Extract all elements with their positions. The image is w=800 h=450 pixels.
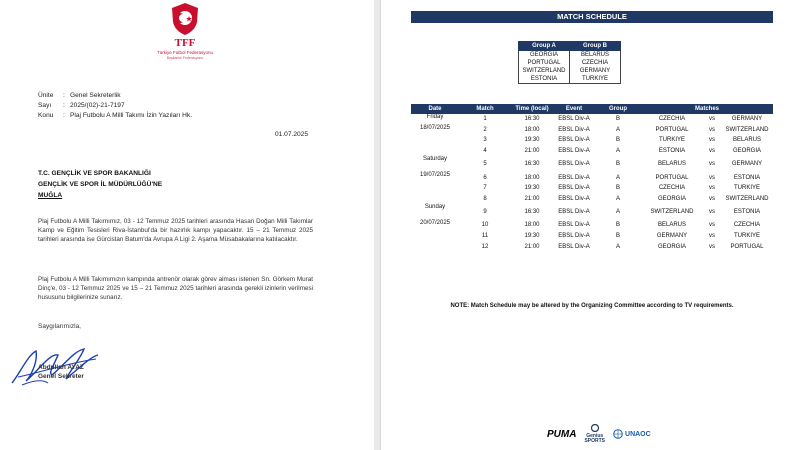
home-team: GERMANY bbox=[656, 233, 688, 240]
match-event: EBSL Div-A bbox=[558, 233, 590, 240]
group-a-team: PORTUGAL bbox=[519, 59, 570, 67]
away-team: TURKIYE bbox=[734, 233, 761, 240]
home-team: PORTUGAL bbox=[655, 126, 689, 133]
meta-row-subject: Konu : Plaj Futbolu A Milli Takımı İzin Yazıları Hk. bbox=[38, 112, 193, 119]
match-number: 2 bbox=[483, 126, 487, 133]
vs-label: vs bbox=[709, 161, 715, 168]
match-number: 1 bbox=[483, 116, 487, 123]
vs-label: vs bbox=[709, 195, 715, 202]
tff-crest-icon bbox=[170, 2, 200, 36]
signer-name: Abdullah AYAZ bbox=[38, 364, 84, 371]
match-row bbox=[411, 194, 773, 205]
match-row bbox=[411, 156, 773, 172]
home-team: SWITZERLAND bbox=[650, 209, 694, 216]
match-number: 9 bbox=[483, 209, 487, 216]
match-group: B bbox=[615, 116, 620, 123]
group-a-team: ESTONIA bbox=[519, 75, 570, 84]
group-a-team: SWITZERLAND bbox=[519, 67, 570, 75]
away-team: CZECHIA bbox=[733, 222, 761, 229]
genius-logo bbox=[584, 424, 605, 444]
letter-paragraph-2: Plaj Futbolu A Milli Takımımızın kampında antrenör olarak görev alması istenen Sn. Görkem Murat Dinç'e, 03 - 12 Temmuz 2025 ve 15 – 21 Temmuz 2025 tarihleri arasında gerekli izinlerin verilmesi hususunu bilgilerinize sunarız. bbox=[38, 276, 313, 301]
away-team: SWITZERLAND bbox=[725, 126, 769, 133]
logo-initials: TFF bbox=[174, 37, 196, 49]
match-event: EBSL Div-A bbox=[558, 222, 590, 229]
col-match: Match bbox=[459, 104, 511, 114]
match-row bbox=[411, 172, 773, 183]
match-group: A bbox=[615, 174, 620, 181]
match-row bbox=[411, 114, 773, 125]
match-schedule-table bbox=[411, 104, 773, 252]
match-time: 19:30 bbox=[524, 137, 540, 144]
letter-page bbox=[0, 0, 374, 450]
match-date: 19/07/2025 bbox=[419, 172, 451, 179]
letter-closing: Saygılarımızla, bbox=[38, 323, 81, 330]
logo-subtitle: Başkanlık Federasyonu bbox=[166, 56, 204, 60]
empty-cell bbox=[411, 241, 459, 252]
match-event: EBSL Div-A bbox=[558, 209, 590, 216]
vs-label: vs bbox=[709, 137, 715, 144]
meta-row-number: Sayı : 2025/(02)-21-7197 bbox=[38, 102, 125, 109]
group-b-team: TURKIYE bbox=[570, 75, 621, 84]
match-row bbox=[411, 183, 773, 194]
match-time: 21:00 bbox=[524, 243, 540, 250]
schedule-title: MATCH SCHEDULE bbox=[411, 11, 773, 23]
match-time: 19:30 bbox=[524, 233, 540, 240]
recipient-line1: T.C. GENÇLİK VE SPOR BAKANLIĞI bbox=[38, 170, 151, 177]
group-row bbox=[519, 51, 621, 60]
match-time: 18:00 bbox=[524, 174, 540, 181]
genius-sub-label: SPORTS bbox=[584, 438, 606, 444]
empty-cell bbox=[411, 183, 459, 194]
away-team: GEORGIA bbox=[733, 148, 762, 155]
match-event: EBSL Div-A bbox=[558, 116, 590, 123]
un-globe-icon bbox=[613, 429, 623, 439]
match-event: EBSL Div-A bbox=[558, 243, 590, 250]
match-event: EBSL Div-A bbox=[558, 195, 590, 202]
meta-key: Ünite bbox=[38, 92, 54, 99]
home-team: BELARUS bbox=[657, 222, 686, 229]
vs-label: vs bbox=[709, 209, 715, 216]
match-time: 21:00 bbox=[524, 148, 540, 155]
match-time: 19:30 bbox=[524, 185, 540, 192]
vs-label: vs bbox=[709, 116, 715, 123]
home-team: ESTONIA bbox=[658, 148, 686, 155]
match-group: B bbox=[615, 233, 620, 240]
recipient-city: MUĞLA bbox=[38, 192, 63, 199]
schedule-note: NOTE: Match Schedule may be altered by the Organizing Committee according to TV requirements. bbox=[450, 303, 734, 309]
group-b-team: GERMANY bbox=[570, 67, 621, 75]
match-time: 16:30 bbox=[524, 161, 540, 168]
vs-label: vs bbox=[709, 126, 715, 133]
match-event: EBSL Div-A bbox=[558, 137, 590, 144]
match-number: 5 bbox=[483, 161, 487, 168]
meta-row-unit: Ünite : Genel Sekreterlik bbox=[38, 92, 121, 99]
vs-label: vs bbox=[709, 243, 715, 250]
match-group: B bbox=[615, 161, 620, 168]
group-b-team: CZECHIA bbox=[570, 59, 621, 67]
group-b-header: Group B bbox=[570, 42, 621, 51]
col-matches: Matches bbox=[641, 104, 773, 114]
match-event: EBSL Div-A bbox=[558, 185, 590, 192]
vs-label: vs bbox=[709, 222, 715, 229]
match-date: 20/07/2025 bbox=[419, 220, 451, 227]
sponsor-logos bbox=[547, 424, 651, 444]
match-row bbox=[411, 204, 773, 220]
match-number: 12 bbox=[481, 243, 489, 250]
empty-cell bbox=[411, 146, 459, 157]
group-row bbox=[519, 59, 621, 67]
match-row bbox=[411, 135, 773, 146]
match-time: 16:30 bbox=[524, 209, 540, 216]
match-group: A bbox=[615, 148, 620, 155]
match-group: A bbox=[615, 126, 620, 133]
group-b-team: BELARUS bbox=[570, 51, 621, 60]
group-row bbox=[519, 67, 621, 75]
genius-icon bbox=[590, 424, 600, 432]
unaoc-label: UNAOC bbox=[625, 430, 651, 438]
unaoc-logo bbox=[613, 429, 651, 439]
col-time: Time (local) bbox=[511, 104, 553, 114]
vs-label: vs bbox=[709, 233, 715, 240]
home-team: PORTUGAL bbox=[655, 174, 689, 181]
match-day: Friday bbox=[426, 114, 444, 120]
match-group: B bbox=[615, 222, 620, 229]
meta-key: Konu bbox=[38, 112, 54, 119]
groups-table bbox=[518, 41, 621, 84]
match-time: 18:00 bbox=[524, 126, 540, 133]
match-time: 21:00 bbox=[524, 195, 540, 202]
meta-value: Plaj Futbolu A Milli Takımı İzin Yazıları Hk. bbox=[70, 112, 193, 119]
letter-paragraph-1: Plaj Futbolu A Milli Takımımız, 03 - 12 Temmuz 2025 tarihleri arasında Hasan Doğan Milli Takımlar Kamp ve Eğitim Tesisleri Riva-İstanbul'da bir hazırlık kampı yapacaktır. 15 – 21 Temmuz 2025 tarihleri arasında ise Gürcistan Batum'da Avrupa A Ligi 2. Aşama Müsabakalarına katılacaktır. bbox=[38, 218, 313, 243]
match-group: B bbox=[615, 137, 620, 144]
match-number: 4 bbox=[483, 148, 487, 155]
away-team: SWITZERLAND bbox=[725, 195, 769, 202]
match-group: A bbox=[615, 195, 620, 202]
empty-cell bbox=[411, 231, 459, 242]
match-number: 8 bbox=[483, 195, 487, 202]
meta-value: Genel Sekreterlik bbox=[70, 92, 121, 99]
match-group: A bbox=[615, 243, 620, 250]
signer-title: Genel Sekreter bbox=[38, 373, 84, 380]
match-row bbox=[411, 125, 773, 136]
group-a-team: GEORGIA bbox=[519, 51, 570, 60]
match-row bbox=[411, 146, 773, 157]
match-number: 10 bbox=[481, 222, 489, 229]
puma-logo: PUMA bbox=[547, 428, 577, 440]
match-event: EBSL Div-A bbox=[558, 174, 590, 181]
col-date: Date bbox=[411, 104, 459, 114]
match-number: 6 bbox=[483, 174, 487, 181]
empty-cell bbox=[411, 135, 459, 146]
match-number: 11 bbox=[481, 233, 489, 240]
away-team: PORTUGAL bbox=[730, 243, 764, 250]
home-team: CZECHIA bbox=[658, 116, 686, 123]
genius-label: Genius bbox=[586, 433, 604, 439]
empty-cell bbox=[411, 194, 459, 205]
schedule-page bbox=[380, 0, 800, 450]
match-date: 18/07/2025 bbox=[419, 124, 451, 131]
recipient-line2: GENÇLİK VE SPOR İL MÜDÜRLÜĞÜ'NE bbox=[38, 181, 163, 188]
away-team: BELARUS bbox=[733, 137, 762, 144]
match-day: Sunday bbox=[424, 204, 446, 211]
signer-block bbox=[38, 363, 84, 381]
col-event: Event bbox=[553, 104, 595, 114]
match-day: Saturday bbox=[422, 156, 447, 163]
tff-logo bbox=[150, 2, 220, 60]
match-time: 16:30 bbox=[524, 116, 540, 123]
match-event: EBSL Div-A bbox=[558, 126, 590, 133]
away-team: ESTONIA bbox=[733, 209, 761, 216]
letter-meta bbox=[38, 91, 192, 121]
group-row bbox=[519, 75, 621, 84]
home-team: GEORGIA bbox=[657, 195, 686, 202]
home-team: BELARUS bbox=[657, 161, 686, 168]
home-team: TURKIYE bbox=[658, 137, 685, 144]
match-time: 18:00 bbox=[524, 222, 540, 229]
match-event: EBSL Div-A bbox=[558, 161, 590, 168]
letter-date: 01.07.2025 bbox=[275, 131, 309, 138]
match-row bbox=[411, 231, 773, 242]
vs-label: vs bbox=[709, 174, 715, 181]
away-team: ESTONIA bbox=[733, 174, 761, 181]
vs-label: vs bbox=[709, 185, 715, 192]
match-group: B bbox=[615, 185, 620, 192]
meta-value: 2025/(02)-21-7197 bbox=[70, 102, 125, 109]
recipient-block bbox=[38, 168, 162, 201]
match-row bbox=[411, 241, 773, 252]
home-team: CZECHIA bbox=[658, 185, 686, 192]
group-a-header: Group A bbox=[519, 42, 570, 51]
away-team: GERMANY bbox=[731, 116, 763, 123]
match-number: 3 bbox=[483, 137, 487, 144]
logo-name: Türkiye Futbol Federasyonu bbox=[156, 50, 214, 55]
away-team: TURKIYE bbox=[734, 185, 761, 192]
match-event: EBSL Div-A bbox=[558, 148, 590, 155]
match-row bbox=[411, 220, 773, 231]
vs-label: vs bbox=[709, 148, 715, 155]
match-group: A bbox=[615, 209, 620, 216]
col-group: Group bbox=[595, 104, 641, 114]
away-team: GERMANY bbox=[731, 161, 763, 168]
meta-key: Sayı bbox=[38, 102, 52, 109]
home-team: GEORGIA bbox=[657, 243, 686, 250]
match-number: 7 bbox=[483, 185, 487, 192]
